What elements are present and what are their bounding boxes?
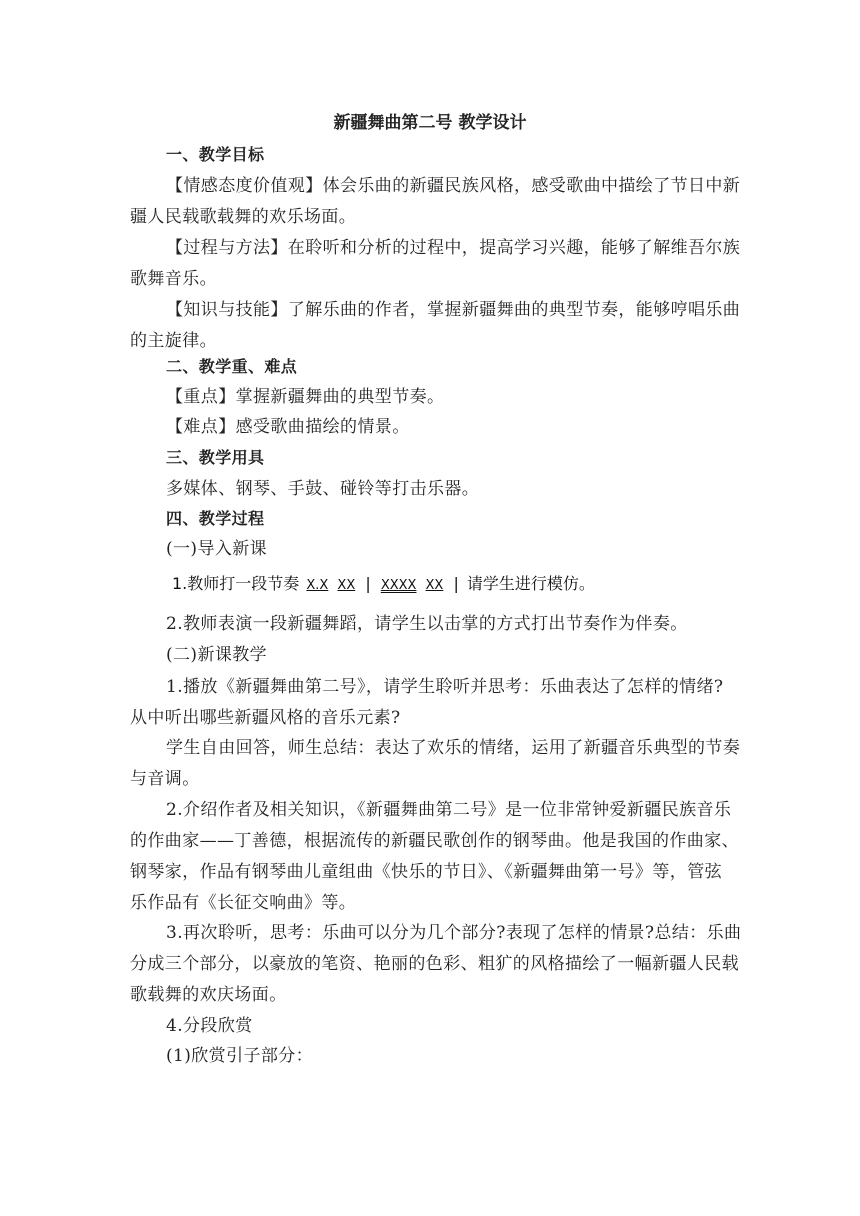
goal-emotion-line-2: 疆人民载歌载舞的欢乐场面。 xyxy=(130,207,357,227)
goal-process-line-1: 【过程与方法】在聆听和分析的过程中，提高学习兴趣，能够了解维吾尔族 xyxy=(166,238,741,258)
new2-line-1: 2.介绍作者及相关知识，《新疆舞曲第二号》是一位非常钟爱新疆民族音乐 xyxy=(166,800,732,820)
rhythm-notation-a: X.X xyxy=(306,578,329,593)
step2-text: 2.教师表演一段新疆舞蹈，请学生以击掌的方式打出节奏作为伴奏。 xyxy=(166,614,688,634)
difficult-point: 【难点】感受歌曲描绘的情景。 xyxy=(166,417,410,437)
new4-sub1: (1)欣赏引子部分： xyxy=(166,1046,314,1066)
new1b-line-2: 与音调。 xyxy=(130,769,200,789)
part1-heading: (一)导入新课 xyxy=(166,539,268,559)
rhythm-line xyxy=(172,570,595,600)
goal-knowledge-line-2: 的主旋律。 xyxy=(130,331,217,351)
rhythm-notation-d: XX xyxy=(425,578,444,593)
new1b-line-1: 学生自由回答，师生总结：表达了欢乐的情绪，运用了新疆音乐典型的节奏 xyxy=(166,738,741,758)
rhythm-notation-b: XX xyxy=(337,578,356,593)
bar-line: | xyxy=(453,574,459,593)
section-heading-process: 四、教学过程 xyxy=(166,509,265,528)
bar-line: | xyxy=(365,574,371,593)
rhythm-notation-c: XXXX xyxy=(380,578,417,593)
goal-emotion-line-1: 【情感态度价值观】体会乐曲的新疆民族风格，感受歌曲中描绘了节日中新 xyxy=(166,176,741,196)
new2-line-3: 钢琴家，作品有钢琴曲儿童组曲《快乐的节日》、《新疆舞曲第一号》等，管弦 xyxy=(130,862,722,882)
new2-line-4: 乐作品有《长征交响曲》等。 xyxy=(130,893,357,913)
new2-line-2: 的作曲家——丁善德，根据流传的新疆民歌创作的钢琴曲。他是我国的作曲家、 xyxy=(130,831,739,851)
rhythm-prefix: 1.教师打一段节奏 xyxy=(172,574,300,593)
new4-heading: 4.分段欣赏 xyxy=(166,1016,253,1036)
new1-line-1: 1.播放《新疆舞曲第二号》，请学生聆听并思考：乐曲表达了怎样的情绪? xyxy=(166,677,724,697)
new3-line-1: 3.再次聆听，思考：乐曲可以分为几个部分?表现了怎样的情景?总结：乐曲 xyxy=(166,923,742,943)
new1-line-2: 从中听出哪些新疆风格的音乐元素? xyxy=(130,708,401,728)
new3-line-2: 分成三个部分，以豪放的笔资、艳丽的色彩、粗犷的风格描绘了一幅新疆人民载 xyxy=(130,954,739,974)
document-title: 新疆舞曲第二号 教学设计 xyxy=(333,113,527,133)
part2-heading: (二)新课教学 xyxy=(166,645,268,665)
rhythm-suffix: 请学生进行模仿。 xyxy=(466,574,595,593)
new3-line-3: 歌载舞的欢庆场面。 xyxy=(130,985,287,1005)
goal-knowledge-line-1: 【知识与技能】了解乐曲的作者，掌握新疆舞曲的典型节奏，能够哼唱乐曲 xyxy=(166,300,741,320)
tools-text: 多媒体、钢琴、手鼓、碰铃等打击乐器。 xyxy=(166,479,480,499)
section-heading-key-points: 二、教学重、难点 xyxy=(166,357,298,376)
section-heading-tools: 三、教学用具 xyxy=(166,448,265,467)
goal-process-line-2: 歌舞音乐。 xyxy=(130,269,217,289)
key-point: 【重点】掌握新疆舞曲的典型节奏。 xyxy=(166,387,445,407)
section-heading-goals: 一、教学目标 xyxy=(166,145,265,164)
